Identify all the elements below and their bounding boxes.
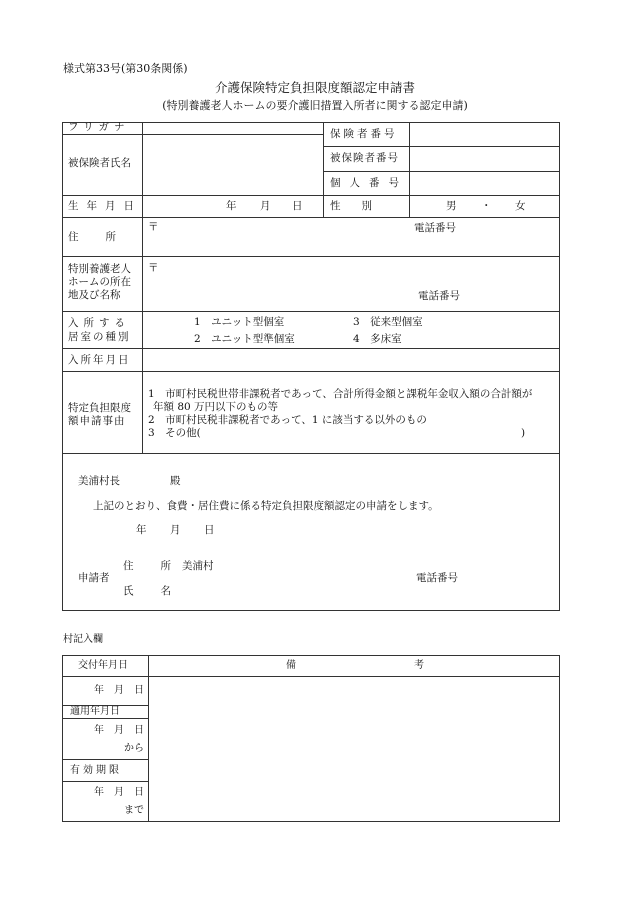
reason-label-line2: 額申請事由 xyxy=(68,415,126,427)
row-divider xyxy=(62,311,560,312)
applicant-label: 申請者 xyxy=(78,572,110,584)
room-option-traditional-private[interactable]: 3 従来型個室 xyxy=(353,316,423,328)
facility-phone-label: 電話番号 xyxy=(418,290,460,302)
row-divider xyxy=(62,195,560,196)
from-label: から xyxy=(124,743,144,754)
validity-label: 有効期限 xyxy=(70,765,122,776)
sex-male-option[interactable]: 男 xyxy=(446,200,457,212)
applicant-address-field[interactable] xyxy=(218,556,408,574)
postal-mark: 〒 xyxy=(148,221,159,233)
dob-label: 生年月日 xyxy=(68,200,142,212)
declaration-day: 日 xyxy=(204,524,215,536)
insurer-number-label: 保険者番号 xyxy=(330,128,398,140)
room-option-multi-bed[interactable]: 4 多床室 xyxy=(353,333,402,345)
validity-ymd: 年 月 日 xyxy=(94,787,144,798)
row-divider xyxy=(62,759,149,760)
room-option-unit-semi-private[interactable]: 2 ユニット型準個室 xyxy=(194,333,295,345)
furigana-label: フリガナ xyxy=(68,121,130,133)
facility-field[interactable] xyxy=(160,257,410,310)
declaration-year: 年 xyxy=(136,524,147,536)
room-type-label-line1: 入所する xyxy=(68,317,130,329)
row-divider xyxy=(62,453,560,454)
reason-1-line2: 年額 80 万円以下のもの等 xyxy=(153,401,279,413)
remarks-header-1: 備 xyxy=(286,660,296,671)
insured-number-field[interactable] xyxy=(410,147,559,171)
reason-1-line1[interactable]: 1 市町村民税世帯非課税者であって、合計所得金額と課税年金収入額の合計額が xyxy=(148,388,533,400)
form-number: 様式第33号(第30条関係) xyxy=(63,62,188,75)
sex-separator: ・ xyxy=(481,200,492,212)
reason-3[interactable]: 3 その他( xyxy=(148,427,201,439)
address-phone-label: 電話番号 xyxy=(414,222,456,234)
reason-3-close-paren: ) xyxy=(521,427,526,439)
dob-year: 年 xyxy=(226,200,237,212)
room-type-label-line2: 居室の種別 xyxy=(68,331,131,343)
admission-date-label: 入所年月日 xyxy=(68,354,131,366)
sex-label: 性 別 xyxy=(330,200,372,212)
remarks-header-2: 考 xyxy=(414,660,424,671)
sex-female-option[interactable]: 女 xyxy=(515,200,526,212)
facility-postal-mark: 〒 xyxy=(148,262,159,274)
insured-number-label: 被保険者番号 xyxy=(330,152,399,164)
remarks-field[interactable] xyxy=(149,677,559,821)
address-field[interactable] xyxy=(160,218,410,255)
form-subtitle: (特別養護老人ホームの要介護旧措置入所者に関する認定申請) xyxy=(162,99,468,112)
until-label: まで xyxy=(124,805,144,816)
honorific: 殿 xyxy=(170,475,181,487)
furigana-field[interactable] xyxy=(143,123,323,134)
insurer-number-field[interactable] xyxy=(410,123,559,146)
column-divider xyxy=(323,122,324,217)
dob-month: 月 xyxy=(260,200,271,212)
personal-number-label: 個人番号 xyxy=(330,177,408,189)
insured-name-label: 被保険者氏名 xyxy=(68,157,131,169)
reason-2[interactable]: 2 市町村民税非課税者であって、1 に該当する以外のもの xyxy=(148,414,427,426)
facility-label-line2: ホームの所在 xyxy=(68,276,131,288)
applicant-name-field[interactable] xyxy=(172,582,408,600)
applicant-address-label: 住 所 xyxy=(123,560,173,572)
dob-day: 日 xyxy=(292,200,303,212)
applicable-date-ymd: 年 月 日 xyxy=(94,725,144,736)
issue-date-ymd: 年 月 日 xyxy=(94,685,144,696)
applicant-name-label: 氏 名 xyxy=(123,585,173,597)
facility-label-line1: 特別養護老人 xyxy=(68,263,131,275)
applicable-date-label: 適用年月日 xyxy=(70,706,120,717)
row-divider xyxy=(62,781,149,782)
room-option-unit-private[interactable]: 1 ユニット型個室 xyxy=(194,316,285,328)
row-divider xyxy=(62,371,560,372)
applicant-phone-label: 電話番号 xyxy=(416,572,458,584)
declaration-statement: 上記のとおり、食費・居住費に係る特定負担限度額認定の申請をします。 xyxy=(93,500,439,512)
reason-other-field[interactable] xyxy=(210,426,515,440)
address-label: 住 所 xyxy=(68,231,118,243)
declaration-month: 月 xyxy=(170,524,181,536)
facility-label-line3: 地及び名称 xyxy=(68,289,121,301)
admission-date-field[interactable] xyxy=(143,349,559,371)
form-title: 介護保険特定負担限度額認定申請書 xyxy=(214,80,415,95)
insured-name-field[interactable] xyxy=(143,135,323,195)
reason-label-line1: 特定負担限度 xyxy=(68,402,131,414)
personal-number-field[interactable] xyxy=(410,172,559,195)
issue-date-header: 交付年月日 xyxy=(78,660,128,671)
applicant-address-value: 美浦村 xyxy=(182,560,214,572)
addressee: 美浦村長 xyxy=(78,475,120,487)
village-section-heading: 村記入欄 xyxy=(63,634,103,645)
